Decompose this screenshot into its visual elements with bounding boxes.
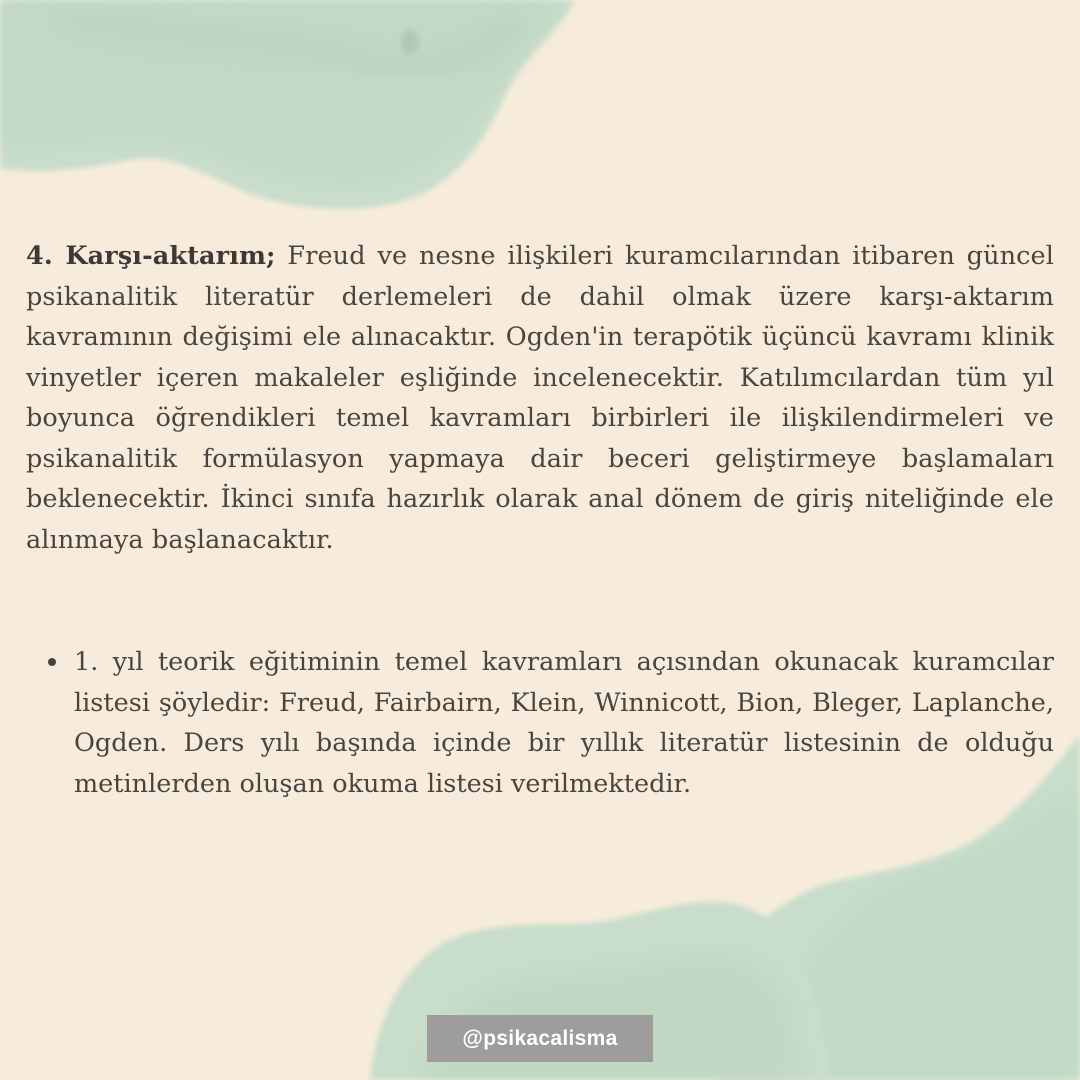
section-paragraph [26,236,1054,560]
main-content [26,236,1054,560]
list-item-text: 1. yıl teorik eğitiminin temel kavramları açısından okunacak kuramcılar listesi şöyledir: Freud, Fairbairn, Klein, Winnicott, Bion, Bleger, Laplanche, Ogden. Ders yılı başında içinde bir yıllık literatür listesinin de olduğu metinlerden oluşan okuma listesi verilmektedir. [74,647,1054,799]
account-handle: @psikacalisma [462,1026,618,1050]
section-body: Freud ve nesne ilişkileri kuramcılarından itibaren güncel psikanalitik literatür derlemeleri de dahil olmak üzere karşı-aktarım kavramının değişimi ele alınacaktır. Ogden'in terapötik üçüncü kavramı klinik vinyetler içeren makaleler eşliğinde incelenecektir. Katılımcılardan tüm yıl boyunca öğrendikleri temel kavramları birbirleri ile ilişkilendirmeleri ve psikanalitik formülasyon yapmaya dair beceri geliştirmeye başlamaları beklenecektir. İkinci sınıfa hazırlık olarak anal dönem de giriş niteliğinde ele alınmaya başlanacaktır. [26,241,1054,555]
section-heading: 4. Karşı-aktarım; [26,241,276,271]
bullet-dot-icon [48,658,56,666]
theorist-list [26,642,1054,804]
top-watercolor-splash [0,0,575,209]
list-item [26,642,1054,804]
account-handle-badge [427,1015,653,1062]
